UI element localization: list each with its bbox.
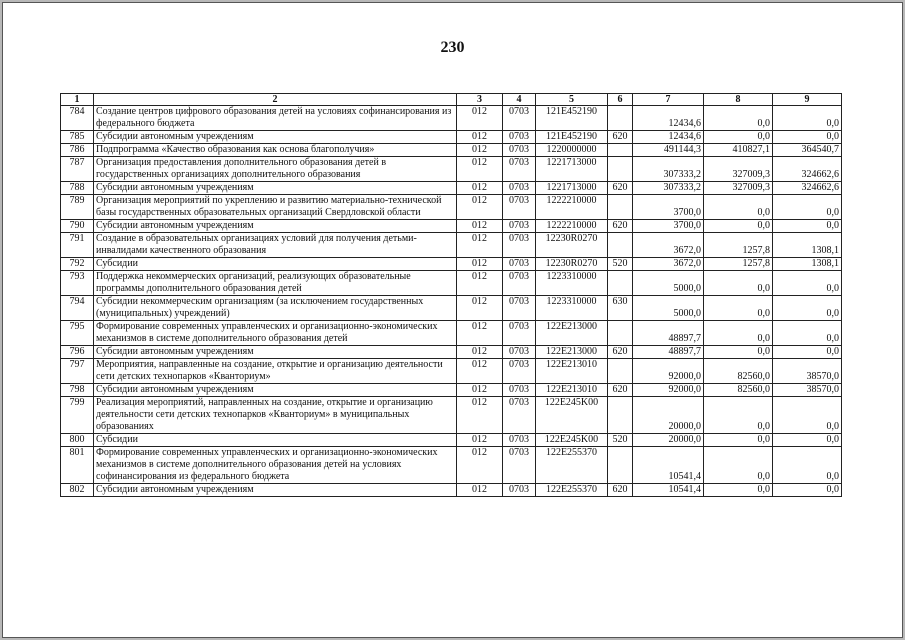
item-name-cell: Субсидии автономным учреждениям — [94, 484, 457, 497]
table-row — [61, 220, 842, 233]
target-code-cell: 122E255370 — [536, 447, 608, 484]
table-row — [61, 296, 842, 321]
item-name-cell: Реализация мероприятий, направленных на создание, открытие и организацию деятельности сети детских технопарков «Кванториум» в муниципальных образованиях — [94, 397, 457, 434]
amount-year1-cell: 12434,6 — [633, 131, 704, 144]
amount-year2-cell: 82560,0 — [704, 384, 773, 397]
column-header: 1 — [61, 94, 94, 106]
table-row — [61, 182, 842, 195]
expense-type-cell — [608, 157, 633, 182]
table-header-row — [61, 94, 842, 106]
table-row — [61, 346, 842, 359]
target-code-cell: 122E213010 — [536, 384, 608, 397]
column-header: 3 — [457, 94, 503, 106]
amount-year2-cell: 410827,1 — [704, 144, 773, 157]
row-number-cell: 789 — [61, 195, 94, 220]
target-code-cell: 1220000000 — [536, 144, 608, 157]
code-cell: 012 — [457, 144, 503, 157]
target-code-cell: 122E213010 — [536, 359, 608, 384]
row-number-cell: 798 — [61, 384, 94, 397]
amount-year3-cell: 38570,0 — [773, 359, 842, 384]
amount-year1-cell: 5000,0 — [633, 296, 704, 321]
row-number-cell: 802 — [61, 484, 94, 497]
section-cell: 0703 — [503, 447, 536, 484]
amount-year2-cell: 327009,3 — [704, 157, 773, 182]
section-cell: 0703 — [503, 346, 536, 359]
column-header: 7 — [633, 94, 704, 106]
amount-year1-cell: 12434,6 — [633, 106, 704, 131]
table-row — [61, 434, 842, 447]
amount-year2-cell: 82560,0 — [704, 359, 773, 384]
row-number-cell: 786 — [61, 144, 94, 157]
amount-year3-cell: 324662,6 — [773, 182, 842, 195]
row-number-cell: 793 — [61, 271, 94, 296]
column-header: 4 — [503, 94, 536, 106]
item-name-cell: Субсидии автономным учреждениям — [94, 182, 457, 195]
amount-year2-cell: 0,0 — [704, 131, 773, 144]
section-cell: 0703 — [503, 220, 536, 233]
target-code-cell: 122E213000 — [536, 346, 608, 359]
code-cell: 012 — [457, 296, 503, 321]
amount-year3-cell: 0,0 — [773, 434, 842, 447]
amount-year3-cell: 38570,0 — [773, 384, 842, 397]
amount-year3-cell: 0,0 — [773, 131, 842, 144]
code-cell: 012 — [457, 321, 503, 346]
item-name-cell: Субсидии автономным учреждениям — [94, 384, 457, 397]
item-name-cell: Субсидии автономным учреждениям — [94, 220, 457, 233]
amount-year2-cell: 1257,8 — [704, 233, 773, 258]
amount-year2-cell: 0,0 — [704, 220, 773, 233]
amount-year2-cell: 0,0 — [704, 296, 773, 321]
item-name-cell: Субсидии некоммерческим организациям (за исключением государственных (муниципальных) учреждений) — [94, 296, 457, 321]
item-name-cell: Поддержка некоммерческих организаций, реализующих образовательные программы дополнительного образования детей — [94, 271, 457, 296]
section-cell: 0703 — [503, 195, 536, 220]
item-name-cell: Субсидии автономным учреждениям — [94, 346, 457, 359]
amount-year1-cell: 3700,0 — [633, 195, 704, 220]
code-cell: 012 — [457, 233, 503, 258]
table-row — [61, 384, 842, 397]
target-code-cell: 122E245K00 — [536, 397, 608, 434]
section-cell: 0703 — [503, 397, 536, 434]
amount-year2-cell: 0,0 — [704, 271, 773, 296]
code-cell: 012 — [457, 271, 503, 296]
code-cell: 012 — [457, 220, 503, 233]
expense-type-cell: 520 — [608, 258, 633, 271]
target-code-cell: 1222210000 — [536, 220, 608, 233]
target-code-cell: 1222210000 — [536, 195, 608, 220]
item-name-cell: Организация мероприятий по укреплению и развитию материально-технической базы государственных образовательных организаций Свердловской области — [94, 195, 457, 220]
amount-year2-cell: 0,0 — [704, 195, 773, 220]
amount-year2-cell: 0,0 — [704, 447, 773, 484]
amount-year2-cell: 0,0 — [704, 106, 773, 131]
amount-year1-cell: 307333,2 — [633, 182, 704, 195]
amount-year3-cell: 0,0 — [773, 484, 842, 497]
row-number-cell: 794 — [61, 296, 94, 321]
amount-year1-cell: 3672,0 — [633, 258, 704, 271]
target-code-cell: 121E452190 — [536, 106, 608, 131]
row-number-cell: 785 — [61, 131, 94, 144]
code-cell: 012 — [457, 157, 503, 182]
amount-year3-cell: 0,0 — [773, 195, 842, 220]
code-cell: 012 — [457, 258, 503, 271]
amount-year2-cell: 0,0 — [704, 434, 773, 447]
row-number-cell: 800 — [61, 434, 94, 447]
table-row — [61, 397, 842, 434]
row-number-cell: 790 — [61, 220, 94, 233]
row-number-cell: 787 — [61, 157, 94, 182]
code-cell: 012 — [457, 434, 503, 447]
table-row — [61, 271, 842, 296]
expense-type-cell — [608, 271, 633, 296]
expense-type-cell: 620 — [608, 182, 633, 195]
section-cell: 0703 — [503, 271, 536, 296]
amount-year3-cell: 0,0 — [773, 271, 842, 296]
expense-type-cell — [608, 144, 633, 157]
amount-year3-cell: 0,0 — [773, 296, 842, 321]
page-number: 230 — [440, 39, 465, 56]
table-row — [61, 321, 842, 346]
amount-year3-cell: 1308,1 — [773, 258, 842, 271]
amount-year3-cell: 0,0 — [773, 346, 842, 359]
code-cell: 012 — [457, 131, 503, 144]
amount-year1-cell: 5000,0 — [633, 271, 704, 296]
amount-year1-cell: 10541,4 — [633, 447, 704, 484]
code-cell: 012 — [457, 346, 503, 359]
expense-type-cell: 620 — [608, 131, 633, 144]
item-name-cell: Подпрограмма «Качество образования как основа благополучия» — [94, 144, 457, 157]
target-code-cell: 122E213000 — [536, 321, 608, 346]
expense-type-cell: 520 — [608, 434, 633, 447]
row-number-cell: 795 — [61, 321, 94, 346]
item-name-cell: Создание в образовательных организациях условий для получения детьми-инвалидами качественного образования — [94, 233, 457, 258]
section-cell: 0703 — [503, 258, 536, 271]
target-code-cell: 1221713000 — [536, 157, 608, 182]
section-cell: 0703 — [503, 144, 536, 157]
amount-year3-cell: 364540,7 — [773, 144, 842, 157]
item-name-cell: Мероприятия, направленные на создание, открытие и организацию деятельности сети детских технопарков «Кванториум» — [94, 359, 457, 384]
amount-year1-cell: 3672,0 — [633, 233, 704, 258]
amount-year3-cell: 0,0 — [773, 106, 842, 131]
amount-year1-cell: 48897,7 — [633, 346, 704, 359]
amount-year1-cell: 307333,2 — [633, 157, 704, 182]
section-cell: 0703 — [503, 321, 536, 346]
amount-year3-cell: 324662,6 — [773, 157, 842, 182]
item-name-cell: Формирование современных управленческих и организационно-экономических механизмов в системе дополнительного образования детей — [94, 321, 457, 346]
expense-type-cell — [608, 195, 633, 220]
code-cell: 012 — [457, 484, 503, 497]
row-number-cell: 796 — [61, 346, 94, 359]
document-page — [2, 2, 903, 638]
item-name-cell: Формирование современных управленческих и организационно-экономических механизмов в системе дополнительного образования детей на условиях софинансирования из федерального бюджета — [94, 447, 457, 484]
amount-year1-cell: 20000,0 — [633, 434, 704, 447]
row-number-cell: 784 — [61, 106, 94, 131]
expense-type-cell — [608, 359, 633, 384]
amount-year3-cell: 0,0 — [773, 321, 842, 346]
code-cell: 012 — [457, 195, 503, 220]
section-cell: 0703 — [503, 434, 536, 447]
row-number-cell: 792 — [61, 258, 94, 271]
expense-type-cell — [608, 233, 633, 258]
expense-type-cell — [608, 447, 633, 484]
item-name-cell: Субсидии — [94, 258, 457, 271]
section-cell: 0703 — [503, 233, 536, 258]
table-row — [61, 258, 842, 271]
amount-year1-cell: 92000,0 — [633, 359, 704, 384]
expense-type-cell: 620 — [608, 384, 633, 397]
code-cell: 012 — [457, 447, 503, 484]
column-header: 9 — [773, 94, 842, 106]
column-header: 5 — [536, 94, 608, 106]
code-cell: 012 — [457, 106, 503, 131]
column-header: 6 — [608, 94, 633, 106]
expense-type-cell — [608, 106, 633, 131]
target-code-cell: 12230R0270 — [536, 258, 608, 271]
code-cell: 012 — [457, 182, 503, 195]
target-code-cell: 122E255370 — [536, 484, 608, 497]
amount-year1-cell: 20000,0 — [633, 397, 704, 434]
amount-year2-cell: 0,0 — [704, 397, 773, 434]
expense-type-cell: 620 — [608, 346, 633, 359]
amount-year1-cell: 10541,4 — [633, 484, 704, 497]
expense-type-cell — [608, 397, 633, 434]
section-cell: 0703 — [503, 296, 536, 321]
amount-year3-cell: 1308,1 — [773, 233, 842, 258]
row-number-cell: 797 — [61, 359, 94, 384]
column-header: 2 — [94, 94, 457, 106]
amount-year1-cell: 3700,0 — [633, 220, 704, 233]
amount-year2-cell: 1257,8 — [704, 258, 773, 271]
row-number-cell: 801 — [61, 447, 94, 484]
amount-year2-cell: 0,0 — [704, 484, 773, 497]
table-row — [61, 359, 842, 384]
expense-type-cell — [608, 321, 633, 346]
section-cell: 0703 — [503, 384, 536, 397]
table-row — [61, 131, 842, 144]
target-code-cell: 122E245K00 — [536, 434, 608, 447]
amount-year3-cell: 0,0 — [773, 397, 842, 434]
row-number-cell: 799 — [61, 397, 94, 434]
amount-year2-cell: 327009,3 — [704, 182, 773, 195]
table-row — [61, 195, 842, 220]
budget-table — [60, 93, 842, 497]
section-cell: 0703 — [503, 182, 536, 195]
item-name-cell: Создание центров цифрового образования детей на условиях софинансирования из федерального бюджета — [94, 106, 457, 131]
table-row — [61, 157, 842, 182]
target-code-cell: 1223310000 — [536, 296, 608, 321]
code-cell: 012 — [457, 397, 503, 434]
item-name-cell: Субсидии автономным учреждениям — [94, 131, 457, 144]
table-row — [61, 447, 842, 484]
target-code-cell: 1223310000 — [536, 271, 608, 296]
amount-year2-cell: 0,0 — [704, 346, 773, 359]
section-cell: 0703 — [503, 484, 536, 497]
section-cell: 0703 — [503, 106, 536, 131]
item-name-cell: Организация предоставления дополнительного образования детей в государственных организациях дополнительного образования — [94, 157, 457, 182]
amount-year2-cell: 0,0 — [704, 321, 773, 346]
section-cell: 0703 — [503, 157, 536, 182]
table-row — [61, 144, 842, 157]
amount-year3-cell: 0,0 — [773, 447, 842, 484]
expense-type-cell: 620 — [608, 220, 633, 233]
expense-type-cell: 620 — [608, 484, 633, 497]
table-row — [61, 484, 842, 497]
section-cell: 0703 — [503, 131, 536, 144]
expense-type-cell: 630 — [608, 296, 633, 321]
section-cell: 0703 — [503, 359, 536, 384]
table-body — [61, 106, 842, 497]
target-code-cell: 121E452190 — [536, 131, 608, 144]
amount-year1-cell: 491144,3 — [633, 144, 704, 157]
target-code-cell: 12230R0270 — [536, 233, 608, 258]
code-cell: 012 — [457, 359, 503, 384]
table-row — [61, 233, 842, 258]
row-number-cell: 788 — [61, 182, 94, 195]
amount-year3-cell: 0,0 — [773, 220, 842, 233]
amount-year1-cell: 92000,0 — [633, 384, 704, 397]
table-row — [61, 106, 842, 131]
code-cell: 012 — [457, 384, 503, 397]
row-number-cell: 791 — [61, 233, 94, 258]
item-name-cell: Субсидии — [94, 434, 457, 447]
column-header: 8 — [704, 94, 773, 106]
amount-year1-cell: 48897,7 — [633, 321, 704, 346]
target-code-cell: 1221713000 — [536, 182, 608, 195]
